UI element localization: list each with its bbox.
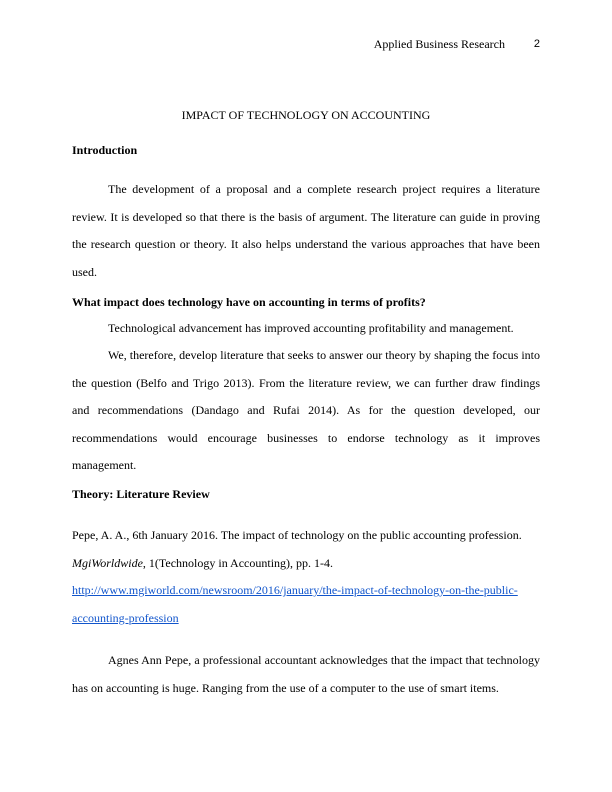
introduction-heading: Introduction — [72, 143, 138, 157]
reference-citation: Pepe, A. A., 6th January 2016. The impact of technology on the public accounting profession. — [72, 528, 522, 542]
reference-url-line-1: http://www.mgiworld.com/newsroom/2016/january/the-impact-of-technology-on-the-public- — [72, 583, 518, 598]
introduction-paragraph: The development of a proposal and a complete research project requires a literature review. It is developed so that there is the basis of argument. The literature can guide in proving the research question or theory. It also helps understand the various approaches that have been used. — [72, 182, 540, 279]
theory-heading: Theory: Literature Review — [72, 487, 210, 501]
page-number: 2 — [533, 38, 540, 50]
reference-entry — [72, 522, 552, 632]
reference-details: , 1(Technology in Accounting), pp. 1-4. — [142, 555, 334, 570]
question-paragraph-1: Technological advancement has improved accounting profitability and management. — [108, 321, 514, 335]
theory-paragraph: Agnes Ann Pepe, a professional accountant acknowledges that the impact that technology has on accounting is huge. Ranging from the use of a computer to the use of smart items. — [72, 653, 540, 695]
running-title: Applied Business Research — [373, 37, 505, 51]
reference-url-line-2: accounting-profession — [72, 610, 179, 625]
question-heading: What impact does technology have on accounting in terms of profits? — [72, 295, 426, 309]
reference-journal: MgiWorldwide — [72, 555, 143, 570]
running-header — [0, 36, 612, 52]
reference-link[interactable] — [72, 583, 518, 625]
document-title: IMPACT OF TECHNOLOGY ON ACCOUNTING — [181, 108, 431, 122]
question-paragraph-2: We, therefore, develop literature that seeks to answer our theory by shaping the focus into the question (Belfo and Trigo 2013). From the literature review, we can further draw findings and recommendations (Dandago and Rufai 2014). As for the question developed, our recommendations would encourage businesses to endorse technology as it improves management. — [72, 348, 540, 473]
